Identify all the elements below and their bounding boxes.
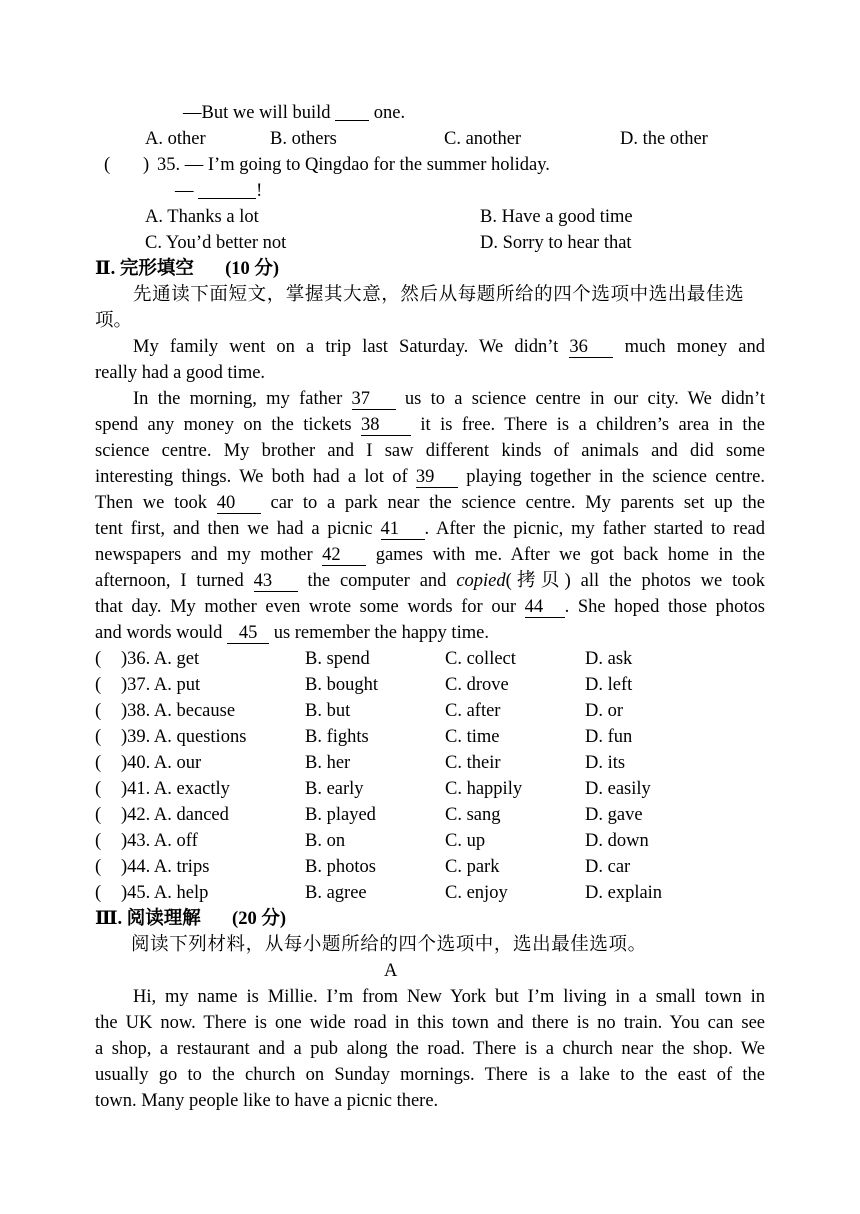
blank-42[interactable]: 42 bbox=[322, 546, 366, 566]
italic-word-copied: copied bbox=[456, 571, 506, 591]
reading-line: Hi, my name is Millie. I’m from New York but I’m living in a small town in bbox=[133, 987, 765, 1007]
passage-text: . After the picnic, my father started to read bbox=[424, 519, 765, 539]
section2-instruction-2: 项。 bbox=[95, 311, 133, 331]
cloze-option-c: C. collect bbox=[445, 649, 516, 669]
blank-36[interactable]: 36 bbox=[569, 338, 613, 358]
q35-option-c: C. You’d better not bbox=[145, 233, 287, 253]
passage-line bbox=[95, 568, 765, 594]
q35-answer-paren-close: ) bbox=[143, 155, 150, 175]
passage-text: afternoon, I turned bbox=[95, 571, 244, 591]
blank-37[interactable]: 37 bbox=[352, 390, 396, 410]
passage-line bbox=[95, 594, 765, 620]
answer-paren[interactable]: ( bbox=[95, 701, 102, 721]
answer-paren[interactable]: ( bbox=[95, 753, 102, 773]
q34-answer-blank[interactable] bbox=[335, 102, 369, 121]
blank-38[interactable]: 38 bbox=[361, 416, 411, 436]
passage-text: us to a science centre in our city. We didn’t bbox=[404, 389, 766, 409]
cloze-option-b: B. spend bbox=[305, 649, 370, 669]
cloze-option-d: D. its bbox=[585, 753, 626, 773]
cloze-option-c: C. happily bbox=[445, 779, 523, 799]
cloze-option-d: D. left bbox=[585, 675, 633, 695]
q35-stem: 35. — I’m going to Qingdao for the summer holiday. bbox=[157, 155, 550, 175]
reading-line: a shop, a restaurant and a pub along the road. There is a church near the shop. We bbox=[95, 1039, 765, 1059]
q34-option-a: A. other bbox=[145, 129, 206, 149]
blank-40[interactable]: 40 bbox=[217, 494, 261, 514]
passage-text: tent first, and then we had a picnic bbox=[95, 519, 373, 539]
blank-39[interactable]: 39 bbox=[416, 468, 458, 488]
blank-43[interactable]: 43 bbox=[254, 572, 298, 592]
passage-line bbox=[133, 334, 765, 360]
q34-reply-line bbox=[183, 100, 405, 126]
cloze-option-b: B. her bbox=[305, 753, 351, 773]
passage-line bbox=[95, 490, 765, 516]
cloze-option-c: C. enjoy bbox=[445, 883, 508, 903]
passage-line: science centre. My brother and I saw different kinds of animals and did some bbox=[95, 441, 765, 461]
answer-paren[interactable]: ( bbox=[95, 727, 102, 747]
reading-line: the UK now. There is one wide road in this town and there is no train. You can see bbox=[95, 1013, 765, 1033]
passage-text: the computer and bbox=[307, 571, 447, 591]
cloze-option-d: D. explain bbox=[585, 883, 663, 903]
passage-text: My family went on a trip last Saturday. We didn’t bbox=[133, 337, 559, 357]
cloze-option-b: B. fights bbox=[305, 727, 369, 747]
cloze-option-b: B. photos bbox=[305, 857, 376, 877]
cloze-question-40: )40. A. our bbox=[121, 753, 202, 773]
q35-option-d: D. Sorry to hear that bbox=[480, 233, 632, 253]
q35-answer-paren-open: ( bbox=[104, 155, 111, 175]
cloze-option-c: C. park bbox=[445, 857, 500, 877]
passage-text: much money and bbox=[624, 337, 766, 357]
cloze-option-c: C. up bbox=[445, 831, 486, 851]
cloze-option-d: D. down bbox=[585, 831, 649, 851]
answer-paren[interactable]: ( bbox=[95, 857, 102, 877]
q35-answer-blank[interactable] bbox=[198, 180, 256, 199]
section3-score: (20 分) bbox=[232, 909, 286, 929]
passage-text: Then we took bbox=[95, 493, 207, 513]
passage-text: spend any money on the tickets bbox=[95, 415, 352, 435]
passage-text: In the morning, my father bbox=[133, 389, 343, 409]
cloze-option-d: D. ask bbox=[585, 649, 633, 669]
passage-line bbox=[133, 386, 765, 412]
cloze-question-37: )37. A. put bbox=[121, 675, 201, 695]
q34-option-d: D. the other bbox=[620, 129, 708, 149]
cloze-option-b: B. played bbox=[305, 805, 376, 825]
passage-line bbox=[95, 516, 765, 542]
cloze-option-c: C. drove bbox=[445, 675, 509, 695]
passage-text: and words would bbox=[95, 623, 223, 643]
passage-text: it is free. There is a children’s area in the bbox=[420, 415, 766, 435]
passage-line bbox=[95, 542, 765, 568]
q34-option-c: C. another bbox=[444, 129, 522, 149]
section3-instruction: 阅读下列材料，从每小题所给的四个选项中，选出最佳选项。 bbox=[131, 935, 647, 955]
answer-paren[interactable]: ( bbox=[95, 675, 102, 695]
cloze-option-d: D. gave bbox=[585, 805, 643, 825]
answer-paren[interactable]: ( bbox=[95, 805, 102, 825]
answer-paren[interactable]: ( bbox=[95, 831, 102, 851]
passage-text: newspapers and my mother bbox=[95, 545, 313, 565]
passage-line bbox=[95, 412, 765, 438]
cloze-option-b: B. on bbox=[305, 831, 346, 851]
cloze-question-38: )38. A. because bbox=[121, 701, 236, 721]
passage-text: games with me. After we got back home in the bbox=[375, 545, 766, 565]
cloze-option-d: D. easily bbox=[585, 779, 651, 799]
section2-title: Ⅱ. 完形填空 bbox=[95, 259, 194, 279]
cloze-option-b: B. agree bbox=[305, 883, 367, 903]
passage-text: (拷贝) all the photos we took bbox=[505, 571, 766, 591]
passage-line bbox=[95, 464, 765, 490]
q35-option-a: A. Thanks a lot bbox=[145, 207, 259, 227]
q34-reply-text: —But we will build bbox=[183, 103, 331, 123]
cloze-option-b: B. early bbox=[305, 779, 364, 799]
q34-reply-end: one. bbox=[373, 103, 406, 123]
cloze-option-c: C. time bbox=[445, 727, 500, 747]
answer-paren[interactable]: ( bbox=[95, 779, 102, 799]
cloze-question-41: )41. A. exactly bbox=[121, 779, 230, 799]
section2-instruction-1: 先通读下面短文，掌握其大意，然后从每题所给的四个选项中选出最佳选 bbox=[133, 285, 745, 305]
q34-option-b: B. others bbox=[270, 129, 337, 149]
blank-45[interactable]: 45 bbox=[227, 624, 269, 644]
cloze-question-43: )43. A. off bbox=[121, 831, 198, 851]
reading-line: usually go to the church on Sunday mornings. There is a lake to the east of the bbox=[95, 1065, 765, 1085]
passage-line bbox=[95, 620, 489, 646]
section3-title: Ⅲ. 阅读理解 bbox=[95, 909, 201, 929]
reading-line: town. Many people like to have a picnic there. bbox=[95, 1091, 439, 1111]
cloze-option-c: C. sang bbox=[445, 805, 501, 825]
passage-text: playing together in the science centre. bbox=[466, 467, 766, 487]
cloze-option-b: B. bought bbox=[305, 675, 378, 695]
section2-heading bbox=[95, 256, 279, 282]
passage-text: that day. My mother even wrote some words for our bbox=[95, 597, 516, 617]
cloze-option-c: C. their bbox=[445, 753, 501, 773]
cloze-option-c: C. after bbox=[445, 701, 501, 721]
passage-text: . She hoped those photos bbox=[564, 597, 765, 617]
cloze-question-44: )44. A. trips bbox=[121, 857, 210, 877]
q35-reply-end: ! bbox=[256, 181, 263, 201]
passage-label-a: A bbox=[384, 961, 398, 981]
blank-41[interactable]: 41 bbox=[381, 520, 425, 540]
passage-line: really had a good time. bbox=[95, 363, 266, 383]
cloze-option-d: D. fun bbox=[585, 727, 633, 747]
cloze-option-d: D. car bbox=[585, 857, 631, 877]
cloze-question-45: )45. A. help bbox=[121, 883, 209, 903]
cloze-option-d: D. or bbox=[585, 701, 624, 721]
passage-text: car to a park near the science centre. My parents set up the bbox=[270, 493, 765, 513]
cloze-question-39: )39. A. questions bbox=[121, 727, 247, 747]
answer-paren[interactable]: ( bbox=[95, 649, 102, 669]
cloze-question-36: )36. A. get bbox=[121, 649, 200, 669]
blank-44[interactable]: 44 bbox=[525, 598, 565, 618]
cloze-option-b: B. but bbox=[305, 701, 351, 721]
cloze-question-42: )42. A. danced bbox=[121, 805, 229, 825]
passage-text: us remember the happy time. bbox=[273, 623, 489, 643]
answer-paren[interactable]: ( bbox=[95, 883, 102, 903]
section2-score: (10 分) bbox=[225, 259, 280, 279]
q35-reply-line bbox=[175, 178, 262, 204]
q35-option-b: B. Have a good time bbox=[480, 207, 633, 227]
passage-text: interesting things. We both had a lot of bbox=[95, 467, 408, 487]
q35-reply-dash: — bbox=[175, 181, 194, 201]
section3-heading bbox=[95, 906, 286, 932]
